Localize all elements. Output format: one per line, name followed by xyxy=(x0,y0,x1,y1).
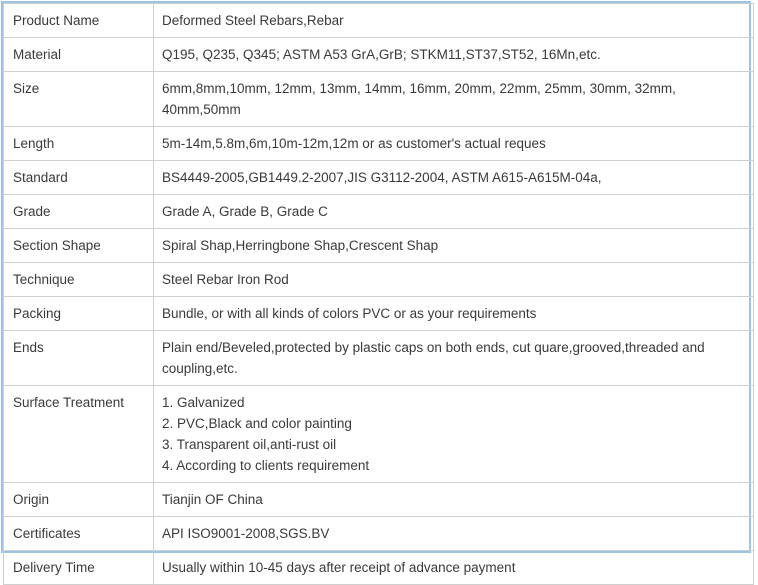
spec-value-line: 3. Transparent oil,anti-rust oil xyxy=(162,437,337,452)
table-row xyxy=(4,331,754,386)
spec-value xyxy=(154,161,754,195)
spec-value-line: Q195, Q235, Q345; ASTM A53 GrA,GrB; STKM11,ST37,ST52, 16Mn,etc. xyxy=(162,47,601,62)
spec-label: Standard xyxy=(4,161,154,195)
table-row xyxy=(4,517,754,551)
spec-label: Length xyxy=(4,127,154,161)
table-row xyxy=(4,161,754,195)
spec-value-line: coupling,etc. xyxy=(162,361,238,376)
spec-value xyxy=(154,483,754,517)
spec-value-line: Usually within 10-45 days after receipt of advance payment xyxy=(162,560,516,575)
spec-value xyxy=(154,195,754,229)
spec-value-line: Deformed Steel Rebars,Rebar xyxy=(162,13,344,28)
spec-value xyxy=(154,517,754,551)
spec-table-body xyxy=(4,4,754,585)
table-row xyxy=(4,483,754,517)
spec-label: Surface Treatment xyxy=(4,386,154,483)
product-spec-table xyxy=(3,3,754,585)
spec-value xyxy=(154,263,754,297)
spec-value-line: API ISO9001-2008,SGS.BV xyxy=(162,526,330,541)
table-row xyxy=(4,195,754,229)
spec-value-line: 1. Galvanized xyxy=(162,395,245,410)
spec-label: Size xyxy=(4,72,154,127)
spec-label: Material xyxy=(4,38,154,72)
spec-value-line: Grade A, Grade B, Grade C xyxy=(162,204,328,219)
table-row xyxy=(4,297,754,331)
spec-value xyxy=(154,38,754,72)
spec-value-line: 6mm,8mm,10mm, 12mm, 13mm, 14mm, 16mm, 20mm, 22mm, 25mm, 30mm, 32mm, xyxy=(162,81,676,96)
table-row xyxy=(4,72,754,127)
table-row xyxy=(4,386,754,483)
spec-value-line: 4. According to clients requirement xyxy=(162,458,370,473)
spec-value-line: BS4449-2005,GB1449.2-2007,JIS G3112-2004, ASTM A615-A615M-04a, xyxy=(162,170,602,185)
spec-label: Delivery Time xyxy=(4,551,154,585)
spec-label: Certificates xyxy=(4,517,154,551)
table-row xyxy=(4,551,754,585)
spec-value xyxy=(154,551,754,585)
spec-value xyxy=(154,72,754,127)
spec-value xyxy=(154,229,754,263)
spec-value xyxy=(154,4,754,38)
spec-value-line: Bundle, or with all kinds of colors PVC or as your requirements xyxy=(162,306,537,321)
spec-value-line: Tianjin OF China xyxy=(162,492,263,507)
spec-value-line: Plain end/Beveled,protected by plastic caps on both ends, cut quare,grooved,threaded and xyxy=(162,340,705,355)
spec-value-line: Spiral Shap,Herringbone Shap,Crescent Shap xyxy=(162,238,439,253)
spec-label: Ends xyxy=(4,331,154,386)
spec-label: Grade xyxy=(4,195,154,229)
table-row xyxy=(4,4,754,38)
spec-value xyxy=(154,331,754,386)
spec-label: Origin xyxy=(4,483,154,517)
spec-value xyxy=(154,127,754,161)
table-row xyxy=(4,263,754,297)
spec-label: Packing xyxy=(4,297,154,331)
spec-label: Product Name xyxy=(4,4,154,38)
table-row xyxy=(4,127,754,161)
spec-value xyxy=(154,386,754,483)
spec-value-line: 2. PVC,Black and color painting xyxy=(162,416,352,431)
spec-label: Technique xyxy=(4,263,154,297)
spec-value-line: 40mm,50mm xyxy=(162,102,241,117)
table-row xyxy=(4,38,754,72)
spec-value-line: 5m-14m,5.8m,6m,10m-12m,12m or as customer's actual reques xyxy=(162,136,546,151)
table-row xyxy=(4,229,754,263)
spec-label: Section Shape xyxy=(4,229,154,263)
spec-value xyxy=(154,297,754,331)
spec-value-line: Steel Rebar Iron Rod xyxy=(162,272,289,287)
